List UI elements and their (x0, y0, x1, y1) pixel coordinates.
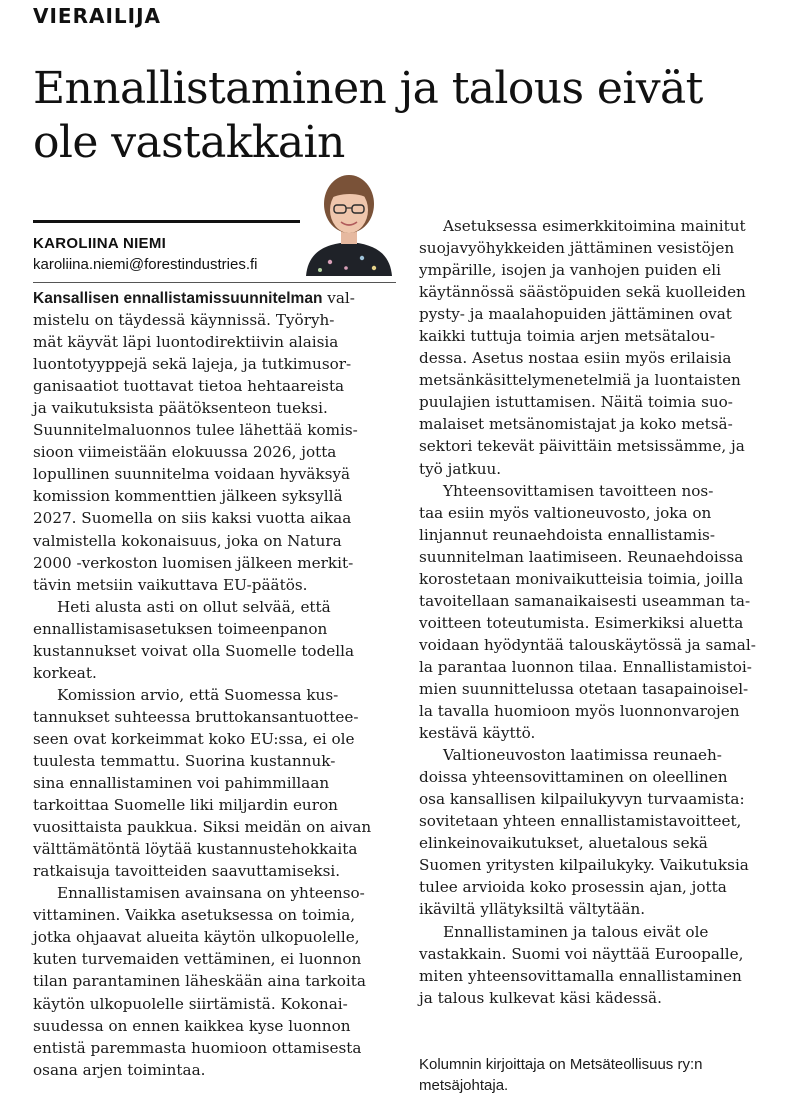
text-line: tilan parantaminen läheskään aina tarkoita (33, 972, 366, 991)
author-photo (300, 170, 398, 276)
text-line: tannukset suhteessa bruttokansantuotteе- (33, 707, 359, 726)
text-line: suojavyöhykkeiden jättäminen vesistöjen (419, 239, 735, 258)
text-line: 2027. Suomella on siis kaksi vuotta aikaa (33, 509, 352, 528)
text-line: komission kommenttien jälkeen syksyllä (33, 487, 343, 506)
text-line: luontotyyppejä sekä lajeja, ja tutkimusor- (33, 355, 352, 374)
text-line: vittaminen. Vaikka asetuksessa on toimia, (33, 906, 356, 925)
text-line: ja talous kulkevat käsi kädessä. (419, 988, 662, 1007)
footnote-line: Kolumnin kirjoittaja on Metsäteollisuus ry:n (419, 1056, 703, 1073)
text-line: kaikki tuttuja toimia arjen metsätalou- (419, 327, 715, 346)
text-segment: val- (322, 289, 355, 307)
text-line: tulee arvioida koko prosessin ajan, jotta (419, 878, 727, 897)
text-line: ratkaisuja tavoitteiden saavuttamiseksi. (33, 862, 341, 881)
headline-line: ole vastakkain (33, 117, 345, 168)
text-line: vastakkain. Suomi voi näyttää Euroopalle, (419, 944, 744, 963)
text-line: entistä paremmasta huomioon ottamisesta (33, 1038, 362, 1057)
text-line: pysty- ja maalahopuiden jättäminen ovat (419, 305, 732, 324)
text-line: Suunnitelmaluonnos tulee lähettää komis- (33, 421, 358, 440)
paragraph-start: Ennallistaminen ja talous eivät ole (443, 922, 709, 941)
text-line (33, 287, 401, 309)
article-column-left (33, 287, 401, 1081)
headline (33, 62, 773, 170)
text-line: tävin metsiin vaikuttava EU-päätös. (33, 575, 308, 594)
text-line: lopullinen suunnitelma voidaan hyväksyä (33, 465, 351, 484)
text-line: osa kansallisen kilpailukyvyn turvaamista: (419, 790, 745, 809)
footnote-line: metsäjohtaja. (419, 1077, 509, 1094)
text-line: elinkeinovaikutukset, aluetalous sekä (419, 834, 708, 853)
text-line: käytännössä säästöpuiden sekä kuolleiden (419, 283, 746, 302)
text-line: ikäviltä yllätyksiltä vältytään. (419, 900, 646, 919)
text-line: kestävä käyttö. (419, 724, 536, 743)
text-line: ennallistamisasetuksen toimeenpanon (33, 619, 328, 638)
text-line: mistelu on täydessä käynnissä. Työryh- (33, 311, 335, 330)
text-line: käytön ulkopuolelle siirtämistä. Kokonai- (33, 994, 348, 1013)
text-line: miten yhteensovittamalla ennallistaminen (419, 966, 742, 985)
text-line: valmistella kokonaisuus, joka on Natura (33, 531, 342, 550)
text-line: korkeat. (33, 663, 97, 682)
lead-text: Kansallisen ennallistamissuunnitelman (33, 290, 323, 307)
text-line: malaiset metsänomistajat ja koko metsä- (419, 415, 733, 434)
article-column-right (419, 215, 787, 1009)
paragraph-start: Yhteensovittamisen tavoitteen nos- (443, 481, 714, 500)
text-line: voidaan hyödyntää talouskäytössä ja samal- (419, 635, 756, 654)
text-line: mien suunnittelussa otetaan tasapainoisel- (419, 679, 749, 698)
text-line: korostetaan monivaikutteisia toimia, joilla (419, 569, 744, 588)
paragraph-start: Valtioneuvoston laatimissa reunaeh- (443, 746, 722, 765)
text-line: linjannut reunaehdoista ennallistamis- (419, 525, 715, 544)
paragraph-start: Komission arvio, että Suomessa kus- (57, 685, 339, 704)
text-line: la parantaa luonnon tilaa. Ennallistamistoi- (419, 657, 752, 676)
text-line: ja vaikutuksista päätöksenteon tueksi. (33, 399, 328, 418)
paragraph-start: Ennallistamisen avainsana on yhteenso- (57, 884, 365, 903)
text-line: sina ennallistaminen voi pahimmillaan (33, 774, 330, 793)
text-line: suudessa on ennen kaikkea kyse luonnon (33, 1016, 351, 1035)
text-line: osana arjen toimintaa. (33, 1060, 206, 1079)
text-line: jotka ohjaavat alueita käytön ulkopuolelle, (33, 928, 360, 947)
text-line: taa esiin myös valtioneuvosto, joka on (419, 503, 712, 522)
text-line: dessa. Asetus nostaa esiin myös erilaisia (419, 349, 732, 368)
text-line: sioon viimeistään elokuussa 2026, jotta (33, 443, 337, 462)
text-line: tavoitellaan samanaikaisesti useamman ta- (419, 591, 751, 610)
text-line: la tavalla huomioon myös luonnonvarojen (419, 702, 740, 721)
text-line: tarkoittaa Suomelle liki miljardin euron (33, 796, 338, 815)
text-line: sovitetaan yhteen ennallistamistavoitteet, (419, 812, 742, 831)
author-name: KAROLIINA NIEMI (33, 235, 167, 252)
paragraph-start: Asetuksessa esimerkkitoimina mainitut (443, 217, 746, 235)
text-line: kustannukset voivat olla Suomelle todella (33, 641, 355, 660)
text-line: puulajien istuttamisen. Näitä toimia suo- (419, 393, 733, 412)
text-line: mät käyvät läpi luontodirektiivin alaisia (33, 333, 339, 352)
text-line: kuten turvemaiden vettäminen, ei luonnon (33, 950, 362, 969)
section-label: VIERAILIJA (33, 4, 162, 28)
text-line: ganisaatiot tuottavat tietoa hehtaareista (33, 377, 345, 396)
text-line: voitteen toteutumista. Esimerkiksi aluetta (419, 613, 744, 632)
text-line: työ jatkuu. (419, 459, 502, 478)
text-line: doissa yhteensovittaminen on oleellinen (419, 768, 728, 787)
text-line: 2000 -verkoston luomisen jälkeen merkit- (33, 553, 354, 572)
headline-line: Ennallistaminen ja talous eivät (33, 63, 703, 114)
text-line: sektori tekevät päivittäin metsissämme, ja (419, 437, 745, 456)
text-line: tuulesta temmattu. Suorina kustannuk- (33, 751, 336, 770)
text-line: Suomen yritysten kilpailukyky. Vaikutuksia (419, 856, 749, 875)
author-footnote (419, 1054, 789, 1096)
paragraph-start: Heti alusta asti on ollut selvää, että (57, 597, 331, 616)
text-line: välttämätöntä löytää kustannustehokkaita (33, 840, 358, 859)
author-email[interactable]: karoliina.niemi@forestindustries.fi (33, 256, 258, 273)
text-line: ympärille, isojen ja vanhojen puiden eli (419, 261, 721, 280)
text-line: metsänkäsittelymenetelmiä ja luontaisten (419, 371, 741, 390)
byline-divider (33, 282, 396, 283)
text-line: seen ovat korkeimmat koko EU:ssa, ei ole (33, 729, 355, 748)
text-line: vuosittaista paukkua. Siksi meidän on aivan (33, 818, 372, 837)
text-line: suunnitelman laatimiseen. Reunaehdoissa (419, 547, 744, 566)
